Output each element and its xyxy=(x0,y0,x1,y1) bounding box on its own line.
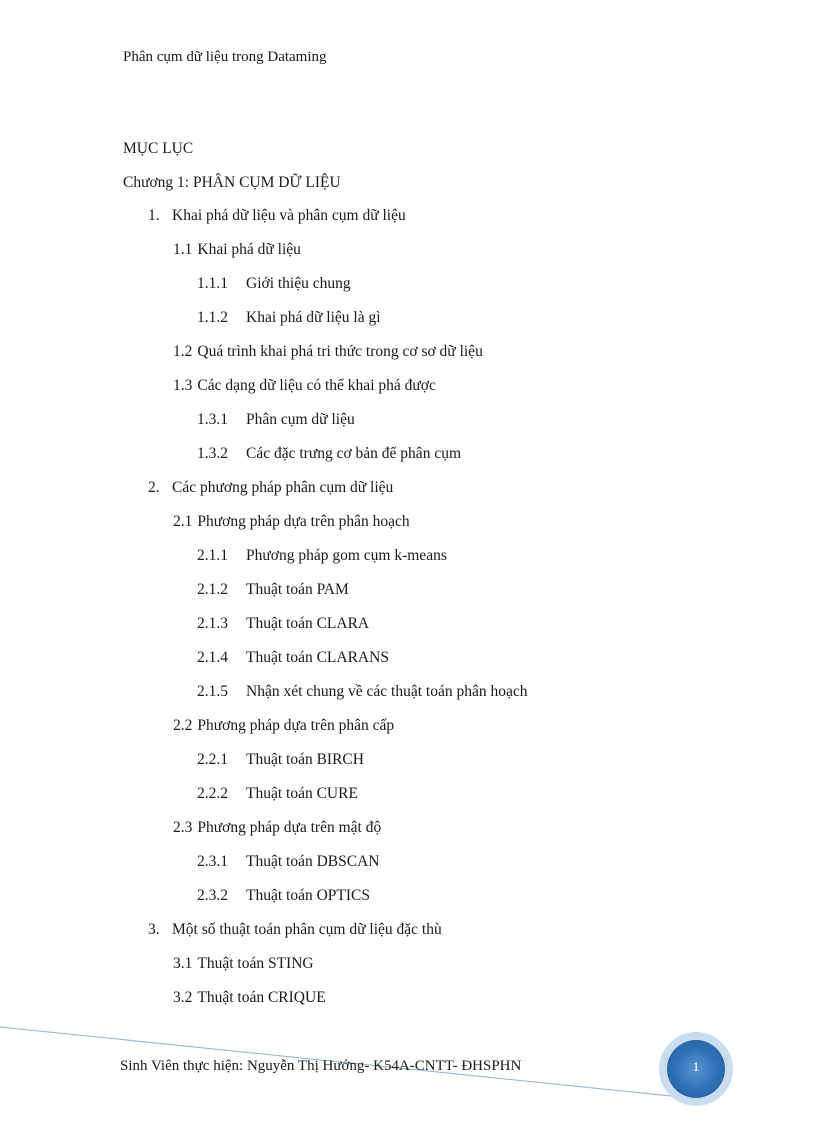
toc-entry[interactable] xyxy=(148,920,442,940)
toc-entry[interactable] xyxy=(197,580,349,600)
toc-entry[interactable] xyxy=(173,818,381,838)
toc-entry-text: Phương pháp dựa trên mật độ xyxy=(197,819,382,836)
toc-entry-text: Phân cụm dữ liệu xyxy=(246,411,355,428)
toc-entry-number: 1.3.2 xyxy=(197,445,228,462)
toc-entry-text: Các đặc trưng cơ bản để phân cụm xyxy=(246,445,462,462)
page-header-title: Phân cụm dữ liệu trong Dataming xyxy=(123,49,327,65)
toc-entry-number: 1.1.1 xyxy=(197,275,228,292)
toc-entry-number: 2.1 xyxy=(173,513,193,530)
toc-heading: MỤC LỤC xyxy=(123,140,194,157)
toc-entry-number: 1.3 xyxy=(173,377,193,394)
toc-entry-text: Thuật toán PAM xyxy=(246,581,349,598)
toc-entry-number: 1.1.2 xyxy=(197,309,228,326)
toc-entry[interactable] xyxy=(197,852,379,872)
toc-entry-text: Thuật toán CRIQUE xyxy=(197,989,326,1006)
toc-entry[interactable] xyxy=(148,478,393,498)
toc-entry-text: Thuật toán OPTICS xyxy=(246,887,370,904)
toc-entry-number: 2.2 xyxy=(173,717,193,734)
page-number: 1 xyxy=(692,1059,700,1074)
toc-entry-number: 1. xyxy=(148,207,160,224)
toc-entry-number: 2.1.5 xyxy=(197,683,228,700)
toc-entry-text: Giới thiệu chung xyxy=(246,275,351,292)
toc-entry[interactable] xyxy=(197,410,355,430)
toc-entry-number: 3.2 xyxy=(173,989,193,1006)
toc-entry[interactable] xyxy=(197,614,369,634)
toc-entry[interactable] xyxy=(197,274,351,294)
toc-entry-text: Nhận xét chung về các thuật toán phân hoạch xyxy=(246,683,528,700)
toc-entry-text: Các phương pháp phân cụm dữ liệu xyxy=(172,479,394,496)
toc-entry[interactable] xyxy=(197,750,364,770)
toc-entry[interactable] xyxy=(197,648,389,668)
toc-chapter: Chương 1: PHÂN CỤM DỮ LIỆU xyxy=(123,174,341,191)
toc-entry-number: 2.3.2 xyxy=(197,887,228,904)
toc-entry[interactable] xyxy=(173,512,410,532)
toc-entry-text: Thuật toán CLARANS xyxy=(246,649,389,666)
toc-entry-text: Quá trình khai phá tri thức trong cơ sơ dữ liệu xyxy=(197,343,483,360)
toc-entry[interactable] xyxy=(148,206,406,226)
toc-entry-number: 1.3.1 xyxy=(197,411,228,428)
toc-entry-text: Thuật toán DBSCAN xyxy=(246,853,380,870)
toc-entry-text: Phương pháp gom cụm k-means xyxy=(246,547,447,564)
toc-entry-number: 2. xyxy=(148,479,160,496)
toc-entry-number: 2.1.4 xyxy=(197,649,228,666)
toc-entry-text: Khai phá dữ liệu và phân cụm dữ liệu xyxy=(172,207,406,224)
toc-entry[interactable] xyxy=(173,342,483,362)
toc-entry[interactable] xyxy=(173,954,314,974)
toc-entry-text: Một số thuật toán phân cụm dữ liệu đặc thù xyxy=(172,921,442,938)
toc-entry-number: 2.2.2 xyxy=(197,785,228,802)
toc-entry-text: Thuật toán STING xyxy=(197,955,314,972)
toc-entry[interactable] xyxy=(197,682,527,702)
toc-entry-number: 2.3 xyxy=(173,819,193,836)
toc-entry-number: 2.1.2 xyxy=(197,581,228,598)
toc-entry[interactable] xyxy=(173,988,326,1008)
toc-entry-number: 2.1.1 xyxy=(197,547,228,564)
toc-entry-text: Các dạng dữ liệu có thể khai phá được xyxy=(197,377,436,394)
toc-entry-number: 1.1 xyxy=(173,241,193,258)
toc-entry[interactable] xyxy=(173,716,394,736)
toc-entry-text: Phương pháp dựa trên phân hoạch xyxy=(197,513,410,530)
toc-entry-text: Phương pháp dựa trên phân cấp xyxy=(197,717,395,734)
toc-entry[interactable] xyxy=(197,784,358,804)
toc-entry-text: Khai phá dữ liệu xyxy=(197,241,301,258)
toc-entry[interactable] xyxy=(197,308,381,328)
toc-entry-number: 2.2.1 xyxy=(197,751,228,768)
toc-entry-text: Khai phá dữ liệu là gì xyxy=(246,309,381,326)
toc-entry-text: Thuật toán BIRCH xyxy=(246,751,364,768)
toc-entry[interactable] xyxy=(197,546,447,566)
toc-entry[interactable] xyxy=(197,886,370,906)
toc-entry-number: 2.3.1 xyxy=(197,853,228,870)
toc-entry-text: Thuật toán CLARA xyxy=(246,615,370,632)
toc-entry[interactable] xyxy=(173,240,301,260)
toc-entry-text: Thuật toán CURE xyxy=(246,785,358,802)
toc-entry-number: 1.2 xyxy=(173,343,193,360)
toc-entry[interactable] xyxy=(197,444,461,464)
toc-entry[interactable] xyxy=(173,376,436,396)
toc-entry-number: 3. xyxy=(148,921,160,938)
toc-entry-number: 3.1 xyxy=(173,955,193,972)
footer-student-info: Sinh Viên thực hiện: Nguyễn Thị Hướng- K54A-CNTT- ĐHSPHN xyxy=(120,1058,522,1074)
toc-entry-number: 2.1.3 xyxy=(197,615,228,632)
